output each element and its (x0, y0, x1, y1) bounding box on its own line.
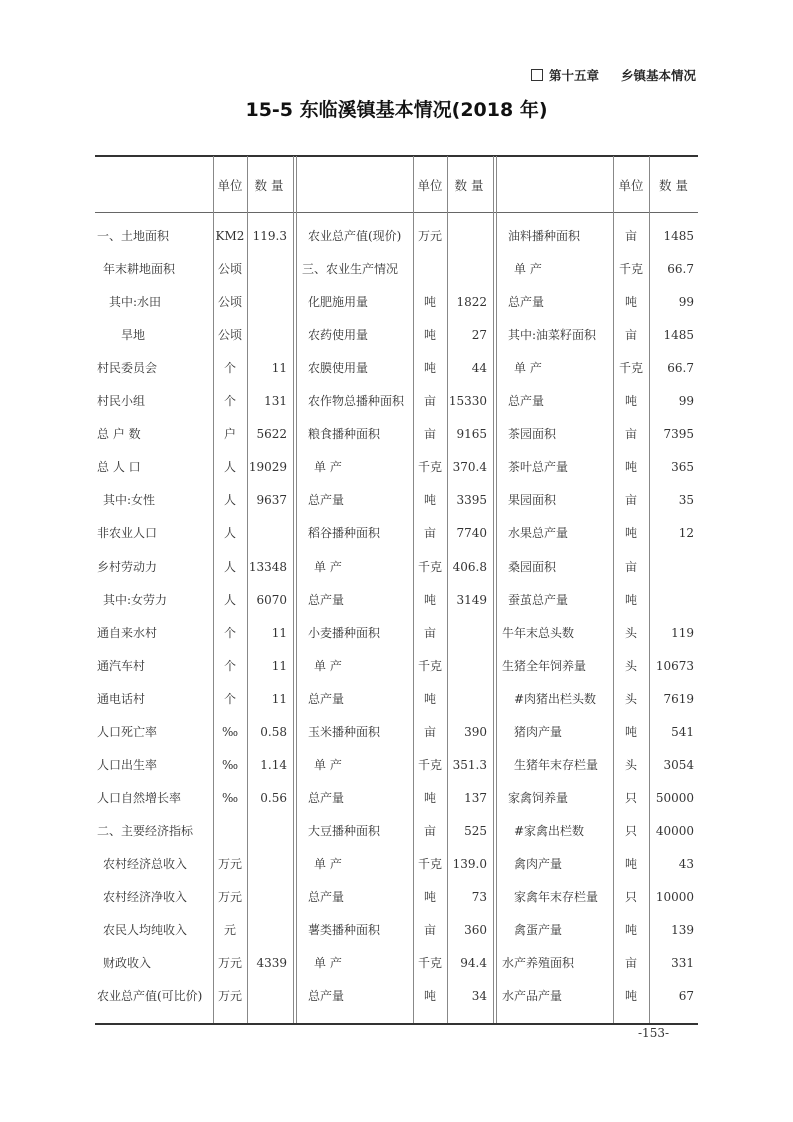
square-icon (531, 69, 543, 81)
row-value: 11 (271, 658, 287, 673)
header-unit-line1: 单 (417, 177, 430, 193)
row-unit: 户 (223, 427, 236, 442)
row-unit: 吨 (624, 856, 637, 871)
row-value: 99 (678, 394, 694, 409)
row-item-name: 总产量 (308, 493, 345, 508)
row-item-name: 蚕茧总产量 (508, 592, 569, 607)
row-unit: 只 (624, 790, 637, 805)
row-value: 4339 (256, 956, 287, 971)
row-item-name: 其中:女性 (103, 493, 156, 508)
row-unit: 个 (223, 394, 236, 409)
row-unit: 元 (223, 923, 236, 938)
row-unit: 千克 (417, 956, 442, 971)
table-row (95, 683, 698, 716)
row-value: 7740 (456, 526, 487, 541)
table-row (95, 220, 698, 253)
row-item-name: 单 产 (314, 460, 342, 475)
row-value: 1822 (456, 295, 487, 310)
row-unit: KM2 (215, 229, 245, 243)
row-item-name: 农民人均纯收入 (103, 923, 188, 938)
row-unit: 千克 (417, 856, 442, 871)
row-unit: ‰ (221, 757, 239, 772)
table-bottom-rule (95, 1023, 698, 1025)
row-unit: 千克 (618, 262, 643, 277)
row-value: 3395 (456, 493, 487, 508)
row-item-name: 单 产 (314, 559, 342, 574)
row-item-name: 农业总产值(现价) (308, 229, 402, 243)
row-unit: 人 (223, 493, 236, 508)
table-row (95, 782, 698, 815)
table-row (95, 749, 698, 782)
row-item-name: 家禽饲养量 (508, 790, 569, 805)
row-item-name: 稻谷播种面积 (308, 526, 381, 541)
table-row (95, 815, 698, 848)
row-unit: 吨 (423, 493, 436, 508)
row-unit: 吨 (624, 724, 637, 739)
row-value: 35 (678, 493, 694, 508)
row-value: 19029 (248, 460, 287, 475)
table-row (95, 551, 698, 584)
row-item-name: 旱地 (121, 328, 146, 343)
row-unit: 只 (624, 823, 637, 838)
table-row (95, 650, 698, 683)
row-item-name: 单 产 (314, 658, 342, 673)
row-unit: 个 (223, 658, 236, 673)
row-unit: 千克 (417, 757, 442, 772)
row-value: 541 (671, 724, 694, 739)
row-unit: 亩 (624, 427, 637, 442)
row-item-name: 乡村劳动力 (97, 559, 158, 574)
row-item-name: 总产量 (308, 592, 345, 607)
row-item-name: 总产量 (508, 295, 545, 310)
header-unit (413, 163, 447, 208)
row-item-name: 村民委员会 (97, 361, 158, 376)
row-item-name: 通汽车村 (97, 658, 146, 673)
row-item-name: 人口出生率 (97, 757, 158, 772)
row-unit: 只 (624, 890, 637, 904)
row-unit: 亩 (423, 724, 436, 739)
row-unit: 吨 (423, 295, 436, 310)
table-row (95, 980, 698, 1013)
row-item-name: 玉米播种面积 (308, 724, 381, 739)
row-unit: 亩 (423, 625, 436, 640)
row-unit: 吨 (624, 592, 637, 607)
row-item-name: 农药使用量 (308, 328, 369, 343)
row-value: 119.3 (252, 229, 287, 243)
row-value: 406.8 (452, 559, 487, 574)
row-item-name: 单 产 (514, 361, 542, 376)
row-item-name: 总产量 (308, 890, 345, 904)
row-value: 43 (678, 856, 694, 871)
header-quantity: 数 量 (454, 177, 484, 193)
row-unit: 亩 (423, 427, 436, 442)
table-row (95, 584, 698, 617)
row-value: 15330 (448, 394, 487, 409)
row-item-name: 其中:女劳力 (103, 592, 168, 607)
header-unit (613, 163, 649, 208)
row-value: 12 (678, 526, 694, 541)
row-unit: 吨 (624, 460, 637, 475)
row-unit: 吨 (624, 526, 637, 541)
row-value: 3054 (663, 757, 694, 772)
row-value: 3149 (456, 592, 487, 607)
row-value: 27 (471, 328, 487, 343)
row-value: 139.0 (452, 856, 487, 871)
row-value: 11 (271, 691, 287, 706)
row-item-name: 猪肉产量 (514, 724, 563, 739)
table-row (95, 484, 698, 517)
row-value: 94.4 (460, 956, 487, 971)
row-unit: 人 (223, 460, 236, 475)
row-unit: 千克 (417, 559, 442, 574)
row-unit: 吨 (423, 989, 436, 1004)
row-item-name: 禽蛋产量 (514, 923, 563, 938)
row-value: 11 (271, 625, 287, 640)
row-unit: 亩 (423, 923, 436, 938)
row-item-name: 生猪全年饲养量 (502, 658, 587, 673)
row-value: 119 (671, 625, 694, 640)
row-item-name: 油料播种面积 (508, 229, 581, 243)
row-value (649, 551, 694, 584)
row-value: 34 (471, 989, 487, 1004)
row-unit: 个 (223, 625, 236, 640)
header-unit-line1: 单 (618, 177, 631, 193)
row-item-name: 桑园面积 (508, 559, 557, 574)
row-item-name: 单 产 (314, 757, 342, 772)
row-item-name: 水产养殖面积 (502, 956, 575, 971)
row-item-name: 生猪年末存栏量 (514, 757, 599, 772)
row-value: 11 (271, 361, 287, 376)
row-item-name: 禽肉产量 (514, 856, 563, 871)
row-unit: 公顷 (217, 295, 242, 310)
row-value: 66.7 (667, 361, 694, 376)
row-value: 0.56 (260, 790, 287, 805)
page-number: -153- (638, 1026, 670, 1040)
row-item-name: 农膜使用量 (308, 361, 369, 376)
row-item-name: 通电话村 (97, 691, 146, 706)
row-unit: 千克 (618, 361, 643, 376)
row-unit: 万元 (417, 229, 442, 243)
row-value: 99 (678, 295, 694, 310)
row-value: 390 (464, 724, 487, 739)
row-unit: 吨 (423, 361, 436, 376)
row-unit: 头 (624, 757, 637, 772)
row-item-name: 单 产 (314, 856, 342, 871)
row-unit: 千克 (417, 658, 442, 673)
row-value: 50000 (655, 790, 694, 805)
row-unit: 吨 (423, 691, 436, 706)
row-unit: 万元 (217, 956, 242, 971)
table-row (95, 716, 698, 749)
row-unit: 吨 (624, 923, 637, 938)
table-row (95, 286, 698, 319)
table-row (95, 385, 698, 418)
table-row (95, 451, 698, 484)
header-unit-line1: 单 (217, 177, 230, 193)
row-item-name: 水产品产量 (502, 989, 563, 1004)
row-value: 1.14 (260, 757, 287, 772)
row-unit: 个 (223, 361, 236, 376)
table-row (95, 947, 698, 980)
row-item-name: 粮食播种面积 (308, 427, 381, 442)
row-item-name: 财政收入 (103, 956, 152, 971)
row-unit: 千克 (417, 460, 442, 475)
row-unit: 万元 (217, 989, 242, 1004)
row-item-name: 其中:水田 (109, 295, 162, 310)
row-unit: 人 (223, 526, 236, 541)
row-item-name: 总 户 数 (97, 427, 141, 442)
header-unit-line2: 位 (631, 177, 644, 193)
row-value: 360 (464, 923, 487, 938)
row-unit: 亩 (423, 526, 436, 541)
row-item-name: 小麦播种面积 (308, 625, 381, 640)
table-row (95, 517, 698, 550)
row-item-name: 总产量 (308, 790, 345, 805)
row-value: 9637 (256, 493, 287, 508)
row-unit: 吨 (423, 790, 436, 805)
row-item-name: 人口死亡率 (97, 724, 158, 739)
row-item-name: 其中:油菜籽面积 (508, 328, 597, 343)
row-value: 0.58 (260, 724, 287, 739)
row-value: 6070 (256, 592, 287, 607)
row-value: 131 (264, 394, 287, 409)
row-item-name: 农业总产值(可比价) (97, 989, 203, 1004)
row-item-name: #肉猪出栏头数 (514, 691, 597, 706)
table-row (95, 848, 698, 881)
row-item-name: 大豆播种面积 (308, 823, 381, 838)
table-row (95, 881, 698, 914)
table-top-rule (95, 155, 698, 157)
row-item-name: 总产量 (508, 394, 545, 409)
row-unit: 万元 (217, 890, 242, 904)
row-unit: 亩 (624, 559, 637, 574)
row-item-name: 茶叶总产量 (508, 460, 569, 475)
row-item-name: 非农业人口 (97, 526, 158, 541)
row-unit: 亩 (423, 394, 436, 409)
row-item-name: 三、农业生产情况 (302, 262, 399, 277)
row-value: 10673 (655, 658, 694, 673)
row-item-name: 人口自然增长率 (97, 790, 182, 805)
row-unit: 人 (223, 559, 236, 574)
row-unit: 亩 (624, 229, 637, 243)
row-value: 331 (671, 956, 694, 971)
row-item-name: 总产量 (308, 989, 345, 1004)
row-value: 370.4 (452, 460, 487, 475)
row-value: 1485 (663, 229, 694, 243)
row-item-name: #家禽出栏数 (514, 823, 585, 838)
row-item-name: 水果总产量 (508, 526, 569, 541)
row-unit: 吨 (423, 592, 436, 607)
row-value: 10000 (655, 890, 694, 904)
row-item-name: 二、主要经济指标 (97, 823, 194, 838)
row-item-name: 总产量 (308, 691, 345, 706)
table-row (95, 253, 698, 286)
row-unit: 吨 (624, 394, 637, 409)
row-value: 9165 (456, 427, 487, 442)
row-unit: 人 (223, 592, 236, 607)
row-item-name: 年末耕地面积 (103, 262, 176, 277)
row-item-name: 果园面积 (508, 493, 557, 508)
table-row (95, 319, 698, 352)
row-item-name: 村民小组 (97, 394, 146, 409)
row-item-name: 化肥施用量 (308, 295, 369, 310)
row-unit: 吨 (624, 295, 637, 310)
row-value: 40000 (655, 823, 694, 838)
chapter-title: 乡镇基本情况 (620, 68, 696, 83)
header-unit-line2: 位 (230, 177, 243, 193)
row-unit: 亩 (423, 823, 436, 838)
row-item-name: 薯类播种面积 (308, 923, 381, 938)
row-item-name: 农村经济净收入 (103, 890, 188, 904)
row-unit: 万元 (217, 856, 242, 871)
row-unit: 公顷 (217, 262, 242, 277)
table-row (95, 617, 698, 650)
row-unit: 亩 (624, 956, 637, 971)
row-item-name: 家禽年末存栏量 (514, 890, 599, 904)
row-value: 137 (464, 790, 487, 805)
row-item-name: 总 人 口 (97, 460, 141, 475)
row-item-name: 单 产 (314, 956, 342, 971)
row-unit: 亩 (624, 493, 637, 508)
row-unit: 亩 (624, 328, 637, 343)
row-item-name: 一、土地面积 (97, 229, 170, 243)
chapter-label: 第十五章 (548, 68, 599, 83)
table-header-rule (95, 212, 698, 213)
row-value: 67 (678, 989, 694, 1004)
row-unit: 公顷 (217, 328, 242, 343)
row-value: 73 (471, 890, 487, 904)
header-quantity: 数 量 (254, 177, 284, 193)
table-row (95, 418, 698, 451)
row-value: 1485 (663, 328, 694, 343)
row-value: 13348 (248, 559, 287, 574)
row-unit: 头 (624, 625, 637, 640)
table-row (95, 352, 698, 385)
row-item-name: 单 产 (514, 262, 542, 277)
header-unit (213, 163, 247, 208)
row-value (649, 584, 694, 617)
row-unit: 个 (223, 691, 236, 706)
row-value: 351.3 (452, 757, 487, 772)
row-unit: 头 (624, 691, 637, 706)
row-item-name: 牛年末总头数 (502, 625, 575, 640)
row-unit: ‰ (221, 790, 239, 805)
row-item-name: 通自来水村 (97, 625, 158, 640)
row-value: 66.7 (667, 262, 694, 277)
row-unit: ‰ (221, 724, 239, 739)
row-value: 44 (471, 361, 487, 376)
row-value: 7395 (663, 427, 694, 442)
row-value: 7619 (663, 691, 694, 706)
row-value: 139 (671, 923, 694, 938)
row-value: 5622 (256, 427, 287, 442)
row-unit: 头 (624, 658, 637, 673)
page-title: 15-5 东临溪镇基本情况(2018 年) (245, 99, 548, 121)
chapter-header (531, 66, 696, 84)
header-quantity: 数 量 (659, 177, 688, 193)
row-item-name: 农作物总播种面积 (308, 394, 405, 409)
row-item-name: 农村经济总收入 (103, 856, 188, 871)
row-unit: 吨 (423, 890, 436, 904)
row-value: 365 (671, 460, 694, 475)
row-item-name: 茶园面积 (508, 427, 557, 442)
table-row (95, 914, 698, 947)
row-unit: 吨 (423, 328, 436, 343)
header-unit-line2: 位 (430, 177, 443, 193)
row-unit: 吨 (624, 989, 637, 1004)
row-value: 525 (464, 823, 487, 838)
